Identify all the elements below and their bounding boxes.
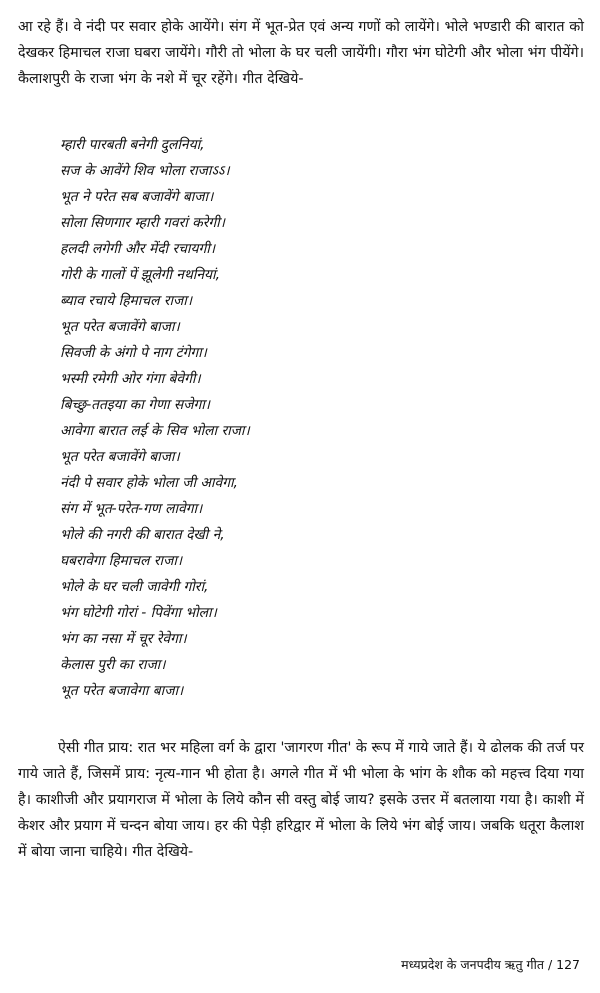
closing-paragraph: ऐसी गीत प्राय: रात भर महिला वर्ग के द्वारा 'जागरण गीत' के रूप में गाये जाते हैं। ये ढोलक की तर्ज पर गाये जाते हैं, जिसमें प्राय: नृत्य-गान भी होता है। अगले गीत में भी भोला के भांग के शौक को महत्त्व दिया गया है। काशीजी और प्रयागराज में भोला के लिये कौन सी वस्तु बोई जाय? इसके उत्तर में बतलाया गया है। काशी में केशर और प्रयाग में चन्दन बोया जाय। हर की पेड़ी हरिद्वार में भोला के लिये भंग बोई जाय। जबकि धतूरा कैलाश में बोया जाना चाहिये। गीत देखिये- [18, 740, 584, 860]
song-line: भूत परेत बजावेंगे बाजा। [60, 319, 180, 335]
running-title: मध्यप्रदेश के जनपदीय ऋतु गीत [401, 957, 544, 972]
song-line: घबरावेगा हिमाचल राजा। [60, 553, 183, 569]
song-line: भस्मी रमेगी ओर गंगा बेवेगी। [60, 371, 201, 387]
song-line: भंग का नसा में चूर रेवेगा। [60, 631, 187, 647]
song-line: भूत परेत बजावेगा बाजा। [60, 683, 184, 699]
page-footer [401, 955, 580, 975]
song-line: आवेगा बारात लई के सिव भोला राजा। [60, 423, 250, 439]
song-line: भोले की नगरी की बारात देखी ने, [60, 527, 225, 543]
song-line: हलदी लगेगी और मेंदी रचायगी। [60, 241, 216, 257]
intro-paragraph: आ रहे हैं। वे नंदी पर सवार होके आयेंगे। संग में भूत-प्रेत एवं अन्य गणों को लायेंगे। भोले भण्डारी की बारात को देखकर हिमाचल राजा घबरा जायेंगे। गौरी तो भोला के घर चली जायेंगी। गौरा भंग घोटेगी और भोला भंग पीयेंगे। कैलाशपुरी के राजा भंग के नशे में चूर रहेंगे। गीत देखिये- [18, 19, 584, 87]
song-line: सज के आवेंगे शिव भोला राजाऽऽ। [60, 163, 230, 179]
song-line: सोला सिणगार म्हारी गवरां करेगी। [60, 215, 225, 231]
folk-song-verse [60, 132, 540, 704]
song-line: नंदी पे सवार होके भोला जी आवेगा, [60, 475, 238, 491]
footer-separator: / [547, 957, 553, 972]
song-line: संग में भूत-परेत-गण लावेगा। [60, 501, 203, 517]
song-line: भोले के घर चली जावेगी गोरां, [60, 579, 209, 595]
page-number: 127 [556, 957, 580, 972]
song-line: गोरी के गालों पें झूलेगी नथनियां, [60, 267, 220, 283]
song-line: सिवजी के अंगो पे नाग टंगेगा। [60, 345, 207, 361]
song-line: बिच्छु-ततइया का गेणा सजेगा। [60, 397, 211, 413]
song-line: ब्याव रचाये हिमाचल राजा। [60, 293, 193, 309]
song-line: भूत ने परेत सब बजावेंगे बाजा। [60, 189, 214, 205]
song-line: म्हारी पारबती बनेगी दुलनियां, [60, 137, 205, 153]
song-line: भूत परेत बजावेंगे बाजा। [60, 449, 180, 465]
song-line: भंग घोटेगी गोरां - पिवेंगा भोला। [60, 605, 217, 621]
song-line: केलास पुरी का राजा। [60, 657, 166, 673]
